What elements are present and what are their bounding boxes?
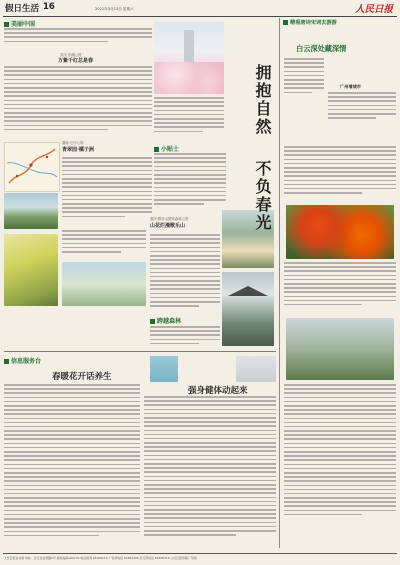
section-title-poetry: 精看唐诗宋词去游游 [283, 19, 337, 26]
section-divider [4, 351, 276, 352]
article4-body [4, 384, 140, 549]
section-name: 假日生活 [5, 4, 40, 14]
article3-heading [150, 216, 210, 232]
section-title-tips: 小贴士 [154, 144, 179, 153]
yellow-rapeseed-flower-photo [4, 234, 58, 306]
tips-body [154, 153, 226, 215]
forest-marker-icon [150, 319, 155, 324]
cherry-blossom-tower-photo [154, 22, 224, 94]
column-divider [279, 18, 280, 548]
poem-col-a [284, 58, 324, 128]
page-number: 16 [43, 2, 55, 12]
section-marker-icon [4, 22, 9, 27]
park-people-photo [62, 262, 146, 306]
map-graphic [5, 143, 59, 191]
section-title-info: 信息服务台 [4, 356, 41, 365]
article5-body [144, 396, 276, 548]
article4-title: 春暖花开话养生 [52, 372, 112, 382]
stone-house-landscape-photo [286, 318, 394, 380]
article2-heading [62, 140, 122, 156]
vertical-title-1: 拥抱自然 [253, 64, 272, 136]
article2-title: 青翠园·橘子洲 [62, 147, 94, 153]
article3-body [150, 234, 220, 314]
right-body-top [284, 146, 396, 204]
child-swimming-photo [150, 356, 178, 382]
lake-forest-photo [4, 193, 58, 229]
right-body-bottom [284, 384, 396, 548]
person-exercise-photo [236, 356, 276, 382]
right-body-middle [284, 262, 396, 316]
section-title-beautiful-china: 美丽中国 [4, 19, 35, 28]
page-header [3, 2, 397, 17]
intro-text-block [4, 28, 152, 50]
pavilion-bridge-photo [222, 272, 274, 346]
poem-author: 广州增城市 [340, 84, 361, 89]
poem-title: 白云深处藏深情 [296, 44, 347, 53]
article3-tag: 重庆·歌乐山国家森林公园 [150, 217, 189, 221]
info-marker-icon [4, 359, 9, 364]
forest-body [150, 326, 220, 350]
poetry-marker-icon [283, 20, 288, 25]
middle-column-body [154, 97, 224, 139]
article2-tag: 湖南·长沙公园 [62, 141, 84, 145]
page-footer [3, 553, 397, 564]
route-map [4, 142, 60, 192]
left-lower-body [62, 230, 146, 260]
article2-body [62, 157, 152, 227]
article1-title: 万紫千红总是春 [58, 58, 94, 64]
footer-text: 人民日报社出版 地址：北京金台西路2号 邮政编码100733 电话查询 65368114 广告部电话 65363496 发行部电话 65368319 人民日报印刷厂印刷 [4, 556, 197, 560]
issue-date: 2021年3月13日 星期六 [95, 7, 134, 11]
article5-title: 强身健体动起来 [188, 386, 248, 396]
section-title-forest: 跨越森林 [150, 316, 181, 325]
newspaper-logo: 人民日报 [354, 4, 393, 15]
tips-marker-icon [154, 147, 159, 152]
vertical-title-2: 不负春光 [253, 160, 272, 232]
article3-title: 山花烂漫歌乐山 [150, 223, 186, 229]
red-flower-tree-photo [286, 205, 394, 259]
article1-body [4, 66, 152, 138]
article1-subtitle: 武汉·东湖公园 [60, 53, 82, 57]
poem-col-b [328, 92, 396, 142]
